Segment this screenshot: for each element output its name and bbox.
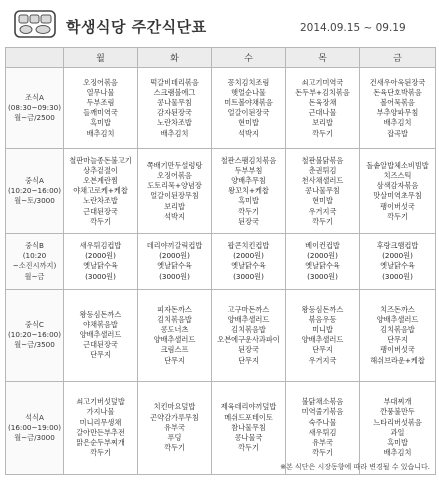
menu-cell	[286, 149, 360, 234]
menu-cell	[286, 289, 360, 381]
day-header-row	[6, 48, 436, 68]
menu-item: 푸딩	[167, 432, 182, 442]
menu-item: 깍두기	[90, 216, 111, 226]
slot-line: (16:00~19:00)	[7, 422, 62, 432]
menu-item: 옛날닭수육	[380, 261, 415, 271]
menu-item: 상추겉절이	[83, 165, 118, 175]
day-header: 화	[138, 48, 212, 68]
menu-cell	[64, 234, 138, 289]
meal-row	[6, 289, 436, 381]
menu-cell	[138, 149, 212, 234]
slot-line: (10:20~16:00)	[7, 330, 62, 340]
meal-slot-label	[6, 234, 64, 289]
menu-item: 김치볶음밥	[380, 324, 415, 334]
slot-line: (08:30~09:30)	[7, 103, 62, 113]
menu-item: 쪽배기만두설렁탕	[146, 160, 203, 170]
menu-item: 두부부침	[234, 165, 263, 175]
menu-item: 얼갈이된장국	[227, 108, 270, 118]
menu-item: 오징어볶음	[83, 77, 118, 87]
menu-item: 콩나물무침	[157, 97, 192, 107]
menu-item: 숙주나물	[308, 417, 337, 427]
slot-line: 중식B	[25, 241, 44, 251]
slot-line: 중식A	[25, 176, 44, 185]
menu-item: 얼갈이된장무침	[150, 191, 199, 201]
menu-cell	[64, 68, 138, 149]
menu-item: 스크램블에그	[153, 87, 196, 97]
menu-item: 야채고로케+케찹	[73, 186, 128, 196]
menu-item: 베이컨컵밥	[305, 241, 340, 251]
menu-item: 깍두기	[164, 443, 185, 453]
menu-item: 치킨마요덮밥	[153, 402, 196, 412]
menu-item: 된장국	[238, 345, 259, 355]
menu-item: (3000원)	[307, 271, 338, 281]
menu-item: 단무지	[238, 355, 259, 365]
meal-row	[6, 149, 436, 234]
menu-item: 보리밥	[312, 118, 333, 128]
menu-item: 부추양파무침	[376, 108, 419, 118]
menu-item: 돈육장채	[308, 97, 337, 107]
menu-item: 미니리무생채	[79, 417, 122, 427]
menu-item: 천사채샐러드	[301, 176, 344, 185]
menu-item: 콩나물국	[234, 432, 263, 442]
menu-item: 메쉬드포테이토	[224, 412, 273, 422]
slot-line: (10:20~16:00)	[7, 186, 62, 196]
menu-item: 철판마늘종돈불고기	[69, 155, 132, 165]
menu-item: 노란차조밥	[83, 196, 118, 206]
meal-tray-icon	[14, 10, 56, 38]
slot-line: (10:20	[22, 251, 47, 261]
page-header	[0, 0, 439, 48]
menu-item: 옛날닭수육	[83, 261, 118, 271]
menu-item: 햇얼순나물	[231, 87, 266, 97]
menu-item: 양배추무침	[231, 176, 266, 185]
menu-item: 팽이버섯국	[380, 201, 415, 211]
menu-item: 과일	[390, 427, 405, 437]
menu-cell	[286, 234, 360, 289]
menu-item: 미트볼야채볶음	[224, 97, 273, 107]
menu-item: 미니밥	[312, 324, 333, 334]
menu-item: 유부국	[164, 422, 185, 432]
menu-item: (2000원)	[233, 251, 264, 261]
menu-item: 단무지	[387, 335, 408, 345]
menu-item: 오징어볶음	[157, 170, 192, 180]
menu-item: 건새우아욱된장국	[369, 77, 426, 87]
menu-item: (3000원)	[85, 271, 116, 281]
menu-item: 맛살미역초무침	[373, 191, 422, 201]
menu-item: 깍두기	[90, 448, 111, 458]
menu-item: 현미밥	[312, 196, 333, 206]
corner-cell	[6, 48, 64, 68]
menu-item: 잡곡밥	[387, 128, 408, 138]
menu-item: 철판불닭볶음	[301, 155, 344, 165]
menu-item: 옛날닭수육	[157, 261, 192, 271]
menu-item: 김치볶음밥	[157, 314, 192, 324]
menu-item: 된장국	[238, 216, 259, 226]
day-header: 수	[212, 48, 286, 68]
menu-item: 치즈스틱	[383, 170, 412, 180]
page-title: 학생식당 주간식단표	[66, 18, 207, 36]
menu-item: 오븐에구운사과파이	[217, 335, 280, 345]
menu-item: 양배추샐러드	[79, 330, 122, 340]
menu-item: 깍두기	[238, 443, 259, 453]
menu-item: 크림스프	[160, 345, 189, 355]
menu-item: 갈아만든부추전	[76, 427, 125, 437]
menu-item: 춘권튀김	[308, 165, 337, 175]
menu-item: 배추김치	[86, 128, 115, 138]
menu-cell	[360, 68, 436, 149]
menu-cell	[212, 149, 286, 234]
menu-item: 제육데리야끼덮밥	[220, 402, 277, 412]
menu-cell	[64, 289, 138, 381]
menu-item: 새우튀김	[308, 427, 337, 437]
menu-cell	[212, 289, 286, 381]
meal-slot-label	[6, 68, 64, 149]
menu-item: 깍두기	[312, 216, 333, 226]
menu-item: 참나물무침	[231, 422, 266, 432]
menu-item: (2000원)	[307, 251, 338, 261]
menu-item: 팽이버섯국	[380, 345, 415, 355]
menu-item: 꽁치김치조림	[227, 77, 270, 87]
menu-item: 불닭채소볶음	[301, 397, 344, 407]
meal-row	[6, 234, 436, 289]
meal-row	[6, 68, 436, 149]
date-range: 2014.09.15 ~ 09.19	[300, 22, 406, 34]
menu-cell	[138, 289, 212, 381]
menu-cell	[138, 68, 212, 149]
menu-item: 근대나물	[308, 108, 337, 118]
menu-item: 팝콘치킨컵밥	[227, 241, 270, 251]
menu-item: 단무지	[164, 355, 185, 365]
weekly-menu-table	[5, 47, 436, 475]
menu-item: 두부조림	[86, 97, 115, 107]
menu-item: 깐풍불만두	[380, 407, 415, 417]
menu-item: 왕등심돈까스	[79, 309, 122, 319]
meal-slot-label	[6, 149, 64, 234]
menu-item: 볼어묵볶음	[380, 97, 415, 107]
slot-line: 월~금/3500	[14, 340, 55, 350]
menu-item: 유부국	[312, 438, 333, 448]
slot-line: 월~금/3000	[14, 432, 55, 442]
menu-item: (3000원)	[233, 271, 264, 281]
menu-item: 우거지국	[308, 355, 337, 365]
menu-item: 쇠고기버섯덮밥	[76, 397, 125, 407]
menu-item: 고구마돈까스	[227, 304, 270, 314]
meal-slot-label	[6, 289, 64, 381]
menu-item: 배추김치	[383, 448, 412, 458]
menu-item: 후랑크햄컵밥	[376, 241, 419, 251]
menu-item: 콩나물무침	[305, 186, 340, 196]
menu-item: 오븐계란찜	[83, 176, 118, 185]
menu-item: 치즈돈까스	[380, 304, 415, 314]
menu-item: 도토리묵+양념장	[147, 181, 202, 191]
slot-line: 월~금/2500	[14, 113, 55, 123]
menu-cell	[360, 289, 436, 381]
menu-item: 가지나물	[86, 407, 115, 417]
menu-item: 김치볶음밥	[231, 324, 266, 334]
menu-item: 배추김치	[160, 128, 189, 138]
menu-cell	[212, 68, 286, 149]
menu-item: 들깨미역국	[83, 108, 118, 118]
day-header: 목	[286, 48, 360, 68]
menu-item: 왕꼬치+케찹	[228, 186, 269, 196]
menu-item: 삼색감자볶음	[376, 181, 419, 191]
menu-item: 현미밥	[238, 118, 259, 128]
menu-cell	[138, 234, 212, 289]
menu-item: (3000원)	[159, 271, 190, 281]
menu-item: 열무나물	[86, 87, 115, 97]
menu-item: 근대된장국	[83, 206, 118, 216]
menu-item: 돌솥알밥체소비빔밥	[366, 160, 429, 170]
menu-item: 데리야끼갈릭컵밥	[146, 241, 203, 251]
menu-item: 감자된장국	[157, 108, 192, 118]
menu-item: 피자돈까스	[157, 304, 192, 314]
menu-item: (3000원)	[382, 271, 413, 281]
menu-item: 곤약감가루무침	[150, 412, 199, 422]
menu-body	[6, 68, 436, 475]
menu-item: 석박지	[164, 211, 185, 221]
menu-item: 돈육단호박볶음	[373, 87, 422, 97]
menu-item: 새우튀김컵밥	[79, 241, 122, 251]
menu-item: 야채볶음밥	[83, 319, 118, 329]
menu-item: 흑미밥	[387, 438, 408, 448]
menu-item: 양배추샐러드	[227, 314, 270, 324]
menu-item: 깍두기	[312, 128, 333, 138]
menu-item: 양배추샐러드	[301, 335, 344, 345]
menu-cell	[360, 149, 436, 234]
slot-line: 중식C	[25, 319, 44, 329]
menu-item: 볶음우동	[308, 314, 337, 324]
menu-item: 옛날닭수육	[231, 261, 266, 271]
day-header: 월	[64, 48, 138, 68]
menu-item: 배추김치	[383, 118, 412, 128]
menu-item: 단무지	[312, 345, 333, 355]
menu-item: 보리밥	[164, 201, 185, 211]
menu-item: 우거지국	[308, 206, 337, 216]
notice-text: ※본 식단은 시장동향에 따라 변경될 수 있습니다.	[280, 463, 430, 471]
menu-item: 쇠고기미역국	[301, 77, 344, 87]
day-header: 금	[360, 48, 436, 68]
menu-item: (2000원)	[159, 251, 190, 261]
menu-item: 양배추샐러드	[376, 314, 419, 324]
menu-item: 단무지	[90, 350, 111, 360]
menu-item: 근대된장국	[83, 340, 118, 350]
menu-item: (2000원)	[382, 251, 413, 261]
menu-item: 부대찌개	[383, 397, 412, 407]
menu-item: 석박지	[238, 128, 259, 138]
menu-item: 왕등심돈까스	[301, 304, 344, 314]
menu-item: 깍두기	[387, 211, 408, 221]
slot-line: 월~토/3000	[14, 196, 55, 206]
menu-item: 깍두기	[238, 206, 259, 216]
menu-item: 돈두부+김치볶음	[295, 87, 350, 97]
menu-item: 미역줄기볶음	[301, 407, 344, 417]
menu-item: 옛날닭수육	[305, 261, 340, 271]
menu-item: 흑미밥	[90, 118, 111, 128]
menu-item: (2000원)	[85, 251, 116, 261]
menu-item: 맑은순두부찌개	[76, 438, 125, 448]
slot-line: 석식A	[25, 412, 44, 422]
menu-item: 노란차조밥	[157, 118, 192, 128]
slot-line: ~소진시까지)	[12, 261, 57, 271]
slot-line: 조식A	[25, 92, 44, 102]
menu-item: 해쉬브라운+케찹	[370, 355, 425, 365]
menu-item: 느타리버섯볶음	[373, 417, 422, 427]
menu-cell	[286, 68, 360, 149]
menu-item: 흑미밥	[238, 196, 259, 206]
menu-item: 철판스팸김치볶음	[220, 155, 277, 165]
menu-item: 콩도너츠	[160, 324, 189, 334]
menu-item: 떡갈비데리볶음	[150, 77, 199, 87]
menu-cell	[360, 234, 436, 289]
menu-cell	[212, 234, 286, 289]
menu-item: 깍두기	[312, 448, 333, 458]
slot-line: 월~금	[24, 271, 45, 281]
menu-item: 양배추샐러드	[153, 335, 196, 345]
menu-cell	[64, 149, 138, 234]
